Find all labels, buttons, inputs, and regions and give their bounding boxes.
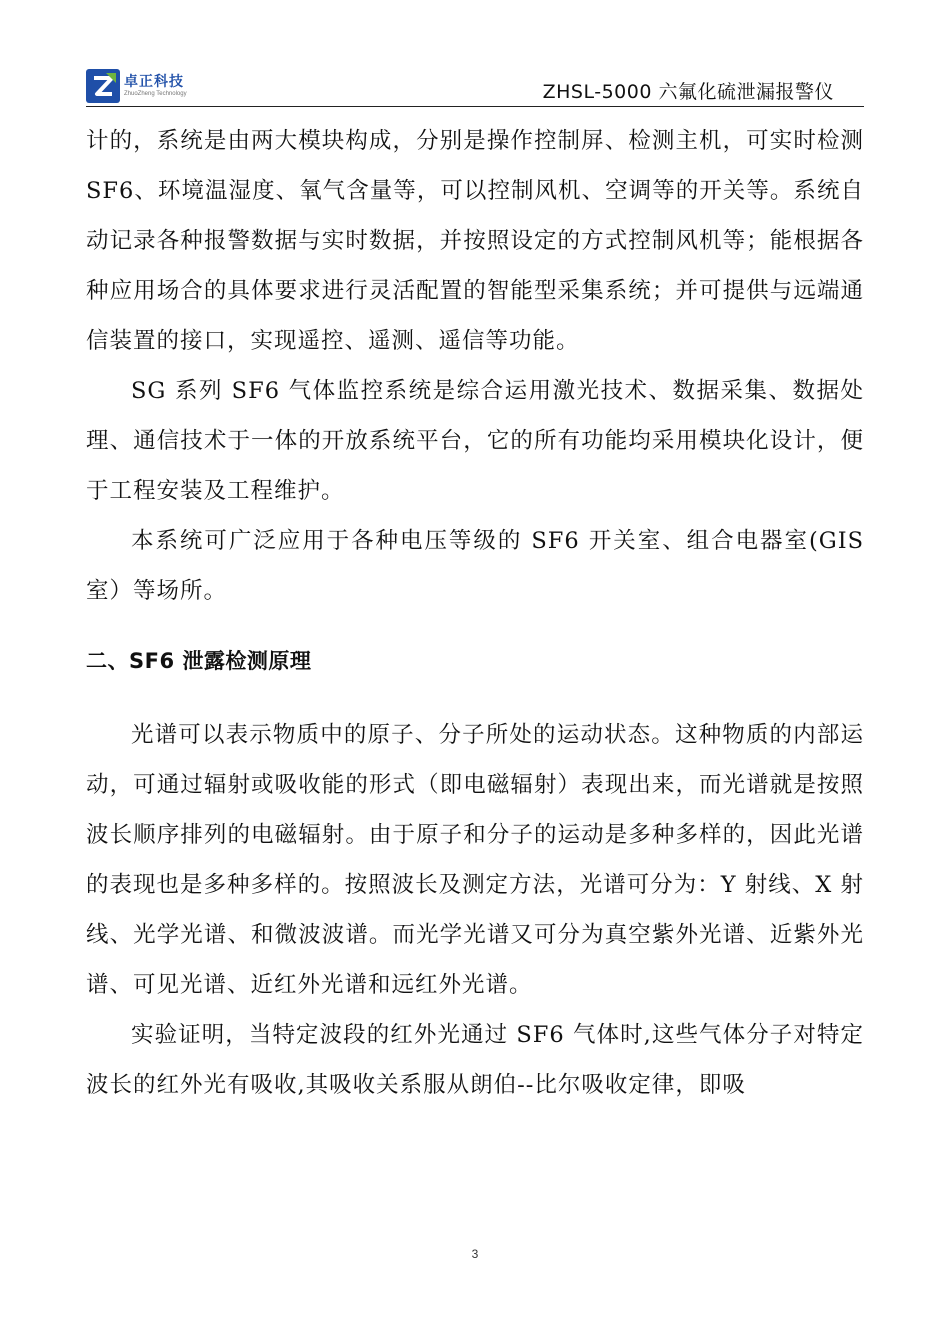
page-header [86, 62, 864, 107]
document-title: ZHSL-5000 六氟化硫泄漏报警仪 [542, 81, 834, 103]
paragraph-experiment: 实验证明，当特定波段的红外光通过 SF6 气体时,这些气体分子对特定波长的红外光有吸收,其吸收关系服从朗伯--比尔吸收定律，即吸 [86, 1022, 864, 1098]
logo-text [124, 74, 187, 98]
paragraph-continued: 计的，系统是由两大模块构成，分别是操作控制屏、检测主机，可实时检测 SF6、环境温湿度、氧气含量等，可以控制风机、空调等的开关等。系统自动记录各种报警数据与实时数据，并按照设定的方式控制风机等；能根据各种应用场合的具体要求进行灵活配置的智能型采集系统；并可提供与远端通信装置的接口，实现遥控、遥测、遥信等功能。 [86, 128, 864, 354]
logo-name-cn: 卓正科技 [124, 74, 184, 90]
document-body [86, 116, 864, 1110]
company-logo [86, 68, 187, 104]
paragraph-spectrum: 光谱可以表示物质中的原子、分子所处的运动状态。这种物质的内部运动，可通过辐射或吸收能的形式（即电磁辐射）表现出来，而光谱就是按照波长顺序排列的电磁辐射。由于原子和分子的运动是多种多样的，因此光谱的表现也是多种多样的。按照波长及测定方法，光谱可分为：Y 射线、X 射线、光学光谱、和微波波谱。而光学光谱又可分为真空紫外光谱、近紫外光谱、可见光谱、近红外光谱和远红外光谱。 [86, 722, 864, 998]
paragraph-application: 本系统可广泛应用于各种电压等级的 SF6 开关室、组合电器室(GIS 室）等场所。 [86, 528, 864, 604]
section-heading: 二、SF6 泄露检测原理 [86, 649, 312, 673]
page-number: 3 [471, 1247, 479, 1261]
logo-z-icon [86, 69, 120, 103]
logo-name-en: ZhuoZheng Technology [124, 91, 187, 97]
paragraph-sg-series: SG 系列 SF6 气体监控系统是综合运用激光技术、数据采集、数据处理、通信技术于一体的开放系统平台，它的所有功能均采用模块化设计，便于工程安装及工程维护。 [86, 378, 864, 504]
